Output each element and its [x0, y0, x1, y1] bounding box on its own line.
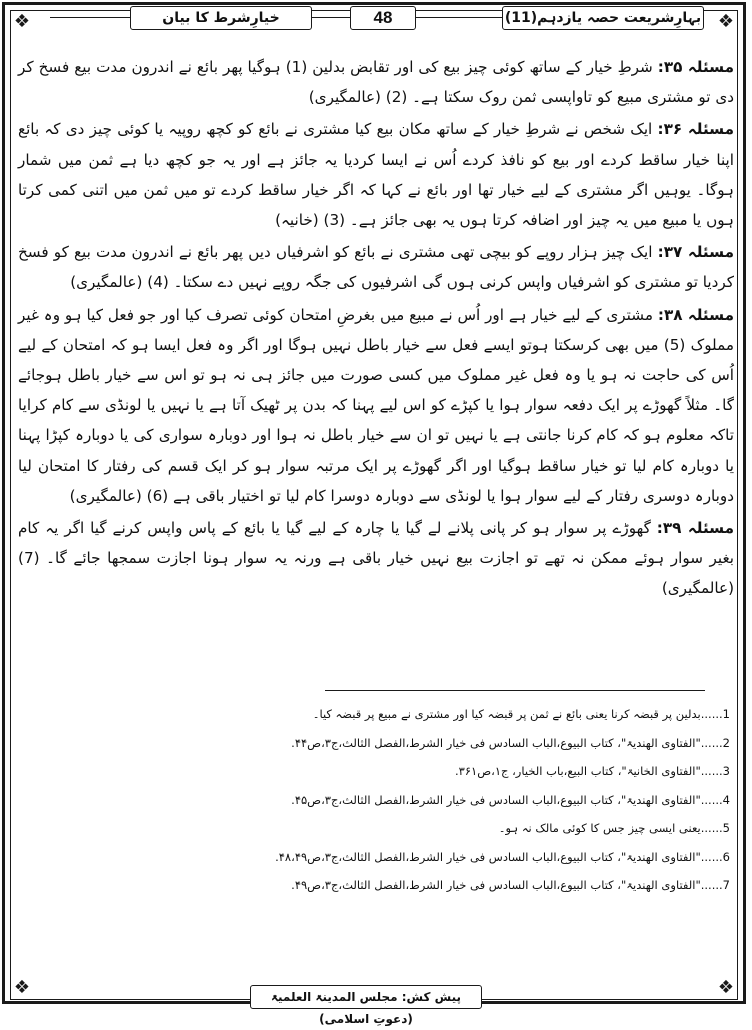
- footnote: 3......"الفتاوی الخانیۃ"، کتاب البیع،باب الخیار، ج۱،ص۳۶۱.: [455, 764, 730, 778]
- corner-ornament-icon: ❖: [717, 11, 735, 32]
- footnote-separator: [325, 690, 705, 691]
- masala-number: مسئلہ ۳۹:: [656, 519, 734, 538]
- footnote: 5......یعنی ایسی چیز جس کا کوئی مالک نہ ہو۔: [498, 821, 730, 835]
- corner-ornament-icon: ❖: [13, 977, 31, 998]
- masala-text: شرطِ خیار کے ساتھ کوئی چیز بیع کی اور تقابض بدلین (1) ہوگیا پھر بائع نے اندرون مدت بیع فسخ کر دی تو مشتری مبیع کو تاواپسی ثمن روک سکتا ہے۔ (2) (عالمگیری): [18, 58, 734, 107]
- masala-number: مسئلہ ۳۸:: [657, 305, 734, 324]
- header-rule: [310, 17, 350, 18]
- masala-36: [18, 114, 734, 235]
- masala-number: مسئلہ ۳۶:: [657, 120, 735, 139]
- footnotes: [40, 700, 730, 900]
- masala-text: مشتری کے لیے خیار ہے اور اُس نے مبیع میں بغرضِ امتحان کوئی تصرف کیا اور جو فعل کیا ہو وہ غیر مملوک (5) میں بھی کرسکتا ہوتو ایسے فعل سے خیار باطل نہیں ہوگا اور اگر وہ فعل ایسا ہو کہ امتحان کے لیے اُس کی حاجت نہ ہو یا وہ فعل غیر مملوک میں کسی صورت میں جائز ہی نہ ہو تو اس سے خیار باطل ہوجائے گا۔ مثلاً گھوڑے پر ایک دفعہ سوار ہوا یا کپڑے کو اس لیے پہنا کہ بدن پر ٹھیک آتا ہے یا نہیں یا لونڈی سے کام کرایا تاکہ معلوم ہو کہ کام کرنا جانتی ہے یا نہیں تو ان سے خیار باطل نہ ہوا اور دوبارہ سواری کی یا دوبارہ کپڑا پہنا یا دوبارہ کام لیا تو خیار ساقط ہوگیا اور اگر گھوڑے پر ایک مرتبہ سوار ہو کر ایک قسم کی رفتار کا امتحان لیا دوبارہ دوسری رفتار کے لیے سوار ہوا یا لونڈی سے دوبارہ دوسرا کام لیا تو اختیار باقی ہے (6) (عالمگیری): [18, 305, 734, 505]
- footnote: 7......"الفتاوی الھندیۃ"، کتاب البیوع،الباب السادس فی خیار الشرط،الفصل الثالث،ج۳،ص۴۹.: [291, 878, 730, 892]
- book-title: بہارِشریعت حصہ یازدہم(11): [502, 6, 704, 30]
- masala-number: مسئلہ ۳۷:: [657, 243, 734, 262]
- corner-ornament-icon: ❖: [717, 977, 735, 998]
- masala-37: [18, 237, 734, 297]
- footnote: 4......"الفتاوی الھندیۃ"، کتاب البیوع،الباب السادس فی خیار الشرط،الفصل الثالث،ج۳،ص۴۵.: [291, 792, 730, 807]
- header-rule: [50, 17, 130, 18]
- masala-text: گھوڑے پر سوار ہو کر پانی پلانے لے گیا یا چارہ کے لیے گیا یا بائع کے پاس واپس کرنے گیا اگر یہ کام بغیر سوار ہوئے ممکن نہ تھے تو اجازت بیع نہیں خیار باقی ہے ورنہ یہ سوار ہونا اجازت سمجھا جائے گا۔ (7) (عالمگیری): [18, 519, 734, 598]
- page-header: [20, 6, 732, 30]
- masala-text: ایک شخص نے شرطِ خیار کے ساتھ مکان بیع کیا مشتری نے بائع کو کچھ روپیہ یا کوئی چیز دی کہ بائع اپنا خیار ساقط کردے اور بیع کو نافذ کردے اُس نے ایسا کردیا یہ جائز ہے اور یہ جو کچھ دیا ہے ثمن میں شمار ہوگا۔ یوہیں اگر مشتری کے لیے خیار تھا اور بائع نے کہا کہ اگر خیار ساقط کردے تو میں ثمن میں اتنی کمی کرتا ہوں یا مبیع میں یہ چیز اور اضافہ کرتا ہوں یہ بھی جائز ہے۔ (3) (خانیہ): [18, 120, 734, 230]
- chapter-title: خیارِشرط کا بیان: [130, 6, 312, 30]
- footnote: 6......"الفتاوی الھندیۃ"، کتاب البیوع،الباب السادس فی خیار الشرط،الفصل الثالث،ج۳،ص۴۸،۴۹.: [275, 849, 730, 864]
- masala-text: ایک چیز ہزار روپے کو بیچی تھی مشتری نے بائع کو اشرفیاں دیں پھر بائع نے اندرون مدت بیع کو فسخ کردیا تو مشتری کو اشرفیاں واپس کرنی ہوں گی اشرفیوں کی جگہ روپے نہیں دے سکتا۔ (4) (عالمگیری): [18, 243, 734, 292]
- masala-35: [18, 52, 734, 112]
- corner-ornament-icon: ❖: [13, 11, 31, 32]
- page-footer: پیش کش: مجلس المدینۃ العلمیۃ (دعوتِ اسلامی): [250, 985, 482, 1009]
- main-text: [18, 52, 734, 606]
- footnote: 1......بدلین پر قبضہ کرنا یعنی بائع نے ثمن پر قبضہ کیا اور مشتری نے مبیع پر قبضہ کیا۔: [312, 707, 730, 721]
- header-rule: [414, 17, 502, 18]
- page-number: 48: [350, 6, 416, 30]
- masala-39: [18, 513, 734, 604]
- footnote: 2......"الفتاوی الھندیۃ"، کتاب البیوع،الباب السادس فی خیار الشرط،الفصل الثالث،ج۳،ص۴۴.: [291, 735, 730, 750]
- masala-38: [18, 300, 734, 511]
- masala-number: مسئلہ ۳۵:: [657, 58, 735, 76]
